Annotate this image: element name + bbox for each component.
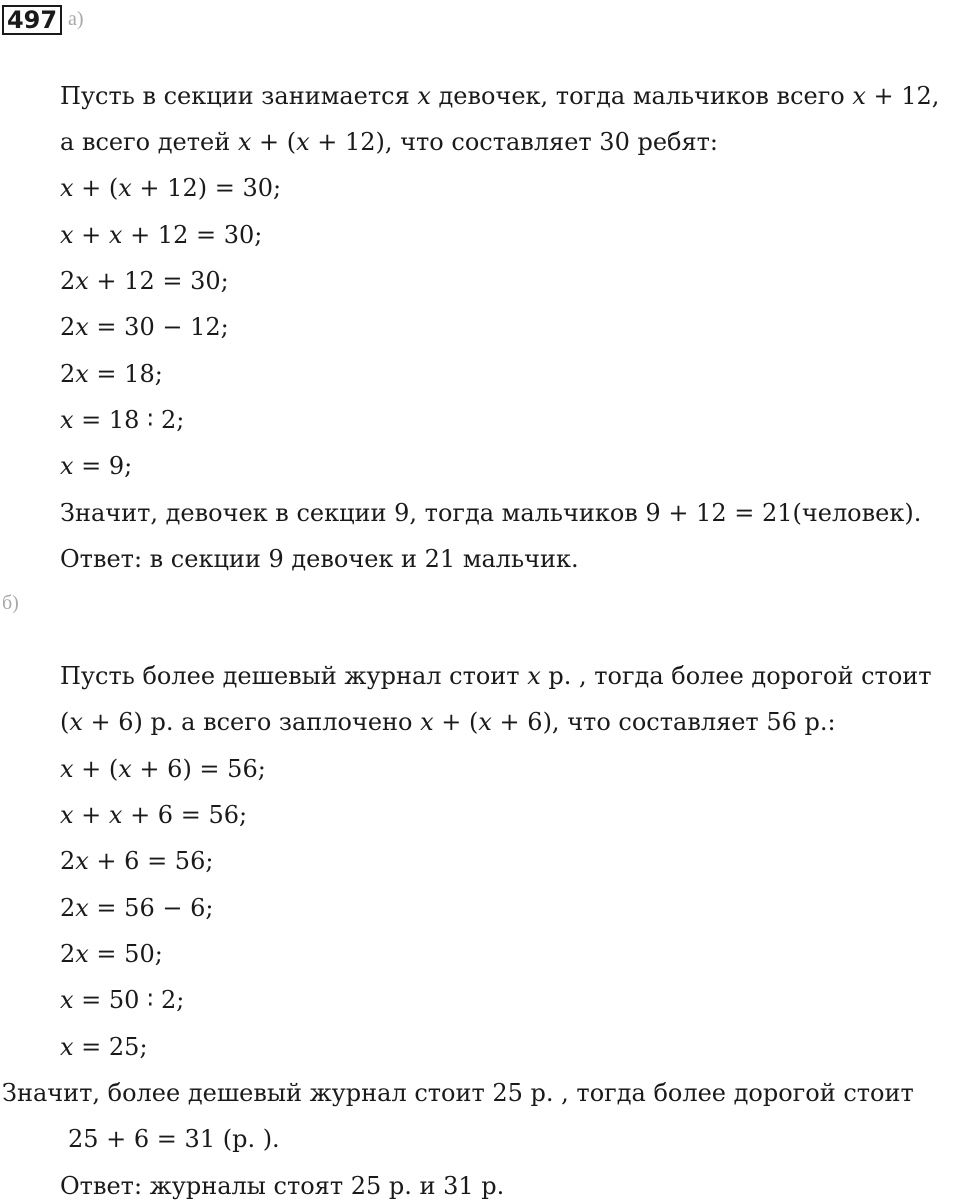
part-a-equation-5: 2𝑥 = 18; (60, 360, 163, 388)
part-b-label: б) (2, 592, 19, 614)
part-b-conclusion-calc: 25 + 6 = 31 (р. ). (68, 1125, 280, 1153)
part-a-equation-2: 𝑥 + 𝑥 + 12 = 30; (60, 221, 263, 249)
part-b-equation-6: 𝑥 = 50 ∶ 2; (60, 986, 185, 1014)
problem-number-box: 497 (2, 5, 62, 35)
part-a-equation-7: 𝑥 = 9; (60, 452, 133, 480)
part-a-answer: Ответ: в секции 9 девочек и 21 мальчик. (60, 545, 579, 573)
part-a-equation-1: 𝑥 + (𝑥 + 12) = 30; (60, 174, 282, 202)
part-b-answer: Ответ: журналы стоят 25 р. и 31 р. (60, 1172, 505, 1200)
part-b-line-2: (𝑥 + 6) р. а всего заплочено 𝑥 + (𝑥 + 6), что составляет 56 р.: (60, 708, 836, 736)
part-a-line-2: а всего детей 𝑥 + (𝑥 + 12), что составляет 30 ребят: (60, 128, 718, 156)
part-b-equation-7: 𝑥 = 25; (60, 1033, 148, 1061)
part-b-equation-2: 𝑥 + 𝑥 + 6 = 56; (60, 801, 248, 829)
part-b-line-1: Пусть более дешевый журнал стоит 𝑥 р. , тогда более дорогой стоит (60, 662, 932, 690)
part-a-conclusion: Значит, девочек в секции 9, тогда мальчиков 9 + 12 = 21(человек). (60, 499, 922, 527)
part-b-conclusion: Значит, более дешевый журнал стоит 25 р. , тогда более дорогой стоит (2, 1079, 914, 1107)
part-b-equation-4: 2𝑥 = 56 − 6; (60, 894, 214, 922)
part-a-equation-3: 2𝑥 + 12 = 30; (60, 267, 229, 295)
part-a-equation-4: 2𝑥 = 30 − 12; (60, 313, 229, 341)
part-b-equation-1: 𝑥 + (𝑥 + 6) = 56; (60, 755, 266, 783)
part-a-label: а) (68, 8, 84, 30)
part-a-line-1: Пусть в секции занимается 𝑥 девочек, тогда мальчиков всего 𝑥 + 12, (60, 82, 940, 110)
part-b-equation-5: 2𝑥 = 50; (60, 940, 163, 968)
part-b-equation-3: 2𝑥 + 6 = 56; (60, 847, 214, 875)
part-a-equation-6: 𝑥 = 18 ∶ 2; (60, 406, 185, 434)
